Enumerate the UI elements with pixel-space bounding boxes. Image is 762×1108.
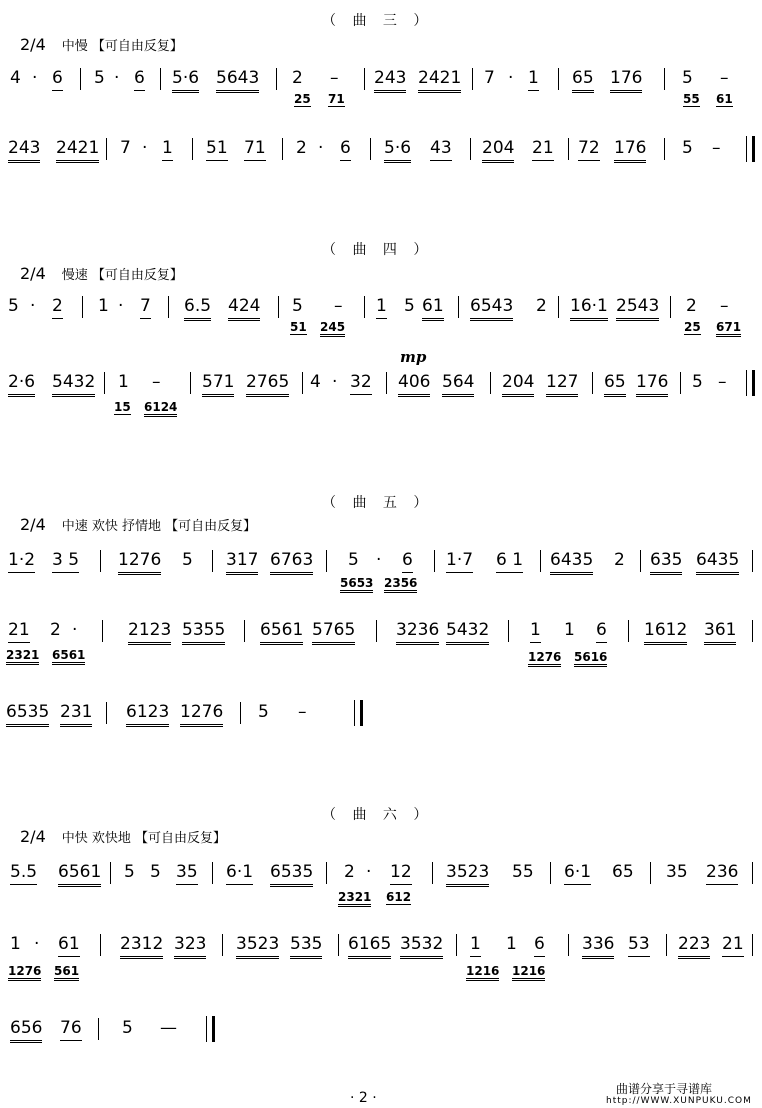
note: 1 bbox=[10, 934, 21, 954]
note: 5 bbox=[682, 138, 693, 158]
section-meta bbox=[20, 35, 183, 54]
note: 336 bbox=[582, 934, 614, 959]
barline bbox=[664, 68, 665, 90]
note: · bbox=[32, 68, 38, 88]
note: 2 bbox=[614, 550, 625, 570]
tempo-marking: 中速 欢快 抒情地 bbox=[61, 519, 162, 534]
barline bbox=[470, 138, 471, 160]
note: · bbox=[332, 372, 338, 392]
notation-row bbox=[0, 1018, 762, 1078]
barline bbox=[82, 296, 83, 318]
note: 35 bbox=[176, 862, 198, 885]
note: 7 bbox=[484, 68, 495, 88]
site-url: http://WWW.XUNPUKU.COM bbox=[606, 1096, 752, 1106]
barline bbox=[370, 138, 371, 160]
note: 3 5 bbox=[52, 550, 79, 573]
notation-row bbox=[0, 934, 762, 994]
sub-note: 1276 bbox=[528, 650, 561, 667]
note: 1 bbox=[470, 934, 481, 957]
barline bbox=[558, 68, 559, 90]
note: 6165 bbox=[348, 934, 391, 959]
sub-note: 6124 bbox=[144, 400, 177, 417]
note: 21 bbox=[8, 620, 30, 643]
note: · bbox=[508, 68, 514, 88]
note: 6 bbox=[134, 68, 145, 91]
note: 35 bbox=[666, 862, 688, 882]
note: 1·7 bbox=[446, 550, 473, 573]
note: 6561 bbox=[58, 862, 101, 887]
note: 5·6 bbox=[384, 138, 411, 163]
note: 65 bbox=[612, 862, 634, 882]
note: 2 bbox=[292, 68, 303, 88]
note: 61 bbox=[58, 934, 80, 957]
note: 5643 bbox=[216, 68, 259, 93]
barline bbox=[98, 1018, 99, 1040]
note: 361 bbox=[704, 620, 736, 645]
note: · bbox=[366, 862, 372, 882]
note: 6 bbox=[402, 550, 413, 573]
note: 5432 bbox=[52, 372, 95, 397]
section-title: （ 曲 六 ） bbox=[322, 807, 434, 823]
barline bbox=[80, 68, 81, 90]
barline bbox=[104, 372, 105, 394]
time-signature: 2/4 bbox=[20, 515, 46, 534]
note: 5355 bbox=[182, 620, 225, 645]
barline bbox=[282, 138, 283, 160]
note: 1·2 bbox=[8, 550, 35, 573]
note: 5 bbox=[124, 862, 135, 882]
note: 406 bbox=[398, 372, 430, 397]
sub-note: 1216 bbox=[512, 964, 545, 981]
barline bbox=[106, 702, 107, 724]
note: 76 bbox=[60, 1018, 82, 1041]
note: 7 bbox=[120, 138, 131, 158]
note: 127 bbox=[546, 372, 578, 397]
section-meta bbox=[20, 264, 183, 283]
barline bbox=[456, 934, 457, 956]
sub-note: 561 bbox=[54, 964, 79, 981]
barline bbox=[568, 138, 569, 160]
note: 6435 bbox=[550, 550, 593, 575]
barline bbox=[752, 934, 753, 956]
note: – bbox=[718, 372, 727, 392]
note: · bbox=[114, 68, 120, 88]
note: 635 bbox=[650, 550, 682, 575]
barline bbox=[490, 372, 491, 394]
barline bbox=[160, 68, 161, 90]
sub-note: 6561 bbox=[52, 648, 85, 665]
notation-row bbox=[0, 372, 762, 432]
note: 3523 bbox=[446, 862, 489, 887]
tempo-marking: 慢速 bbox=[61, 268, 88, 283]
sub-note: 612 bbox=[386, 890, 412, 904]
note: 6 bbox=[596, 620, 607, 643]
note: 1276 bbox=[180, 702, 223, 727]
note: 2421 bbox=[56, 138, 99, 163]
barline bbox=[100, 550, 101, 572]
sub-note: 1276 bbox=[8, 964, 41, 981]
barline bbox=[752, 862, 753, 884]
note: 2 bbox=[52, 296, 63, 319]
barline bbox=[302, 372, 303, 394]
barline bbox=[376, 620, 377, 642]
barline bbox=[192, 138, 193, 160]
notation-row bbox=[0, 296, 762, 356]
final-barline bbox=[354, 700, 363, 726]
note: 32 bbox=[350, 372, 372, 395]
note: 6 bbox=[340, 138, 351, 161]
note: 65 bbox=[604, 372, 626, 397]
sub-note: 51 bbox=[290, 320, 307, 334]
sub-note: 55 bbox=[683, 92, 700, 106]
note: 223 bbox=[678, 934, 710, 959]
barline bbox=[364, 296, 365, 318]
note: – bbox=[720, 68, 729, 88]
note: 1 bbox=[564, 620, 575, 640]
note: 5 bbox=[404, 296, 415, 316]
note: 6·1 bbox=[226, 862, 253, 885]
section-title: （ 曲 四 ） bbox=[322, 242, 434, 258]
note: – bbox=[152, 372, 161, 392]
section-meta bbox=[20, 827, 226, 846]
repeat-note: 【可自由反复】 bbox=[91, 39, 183, 54]
sub-note: 71 bbox=[328, 92, 345, 106]
note: 5 bbox=[8, 296, 19, 316]
note: 204 bbox=[482, 138, 514, 163]
barline bbox=[472, 68, 473, 90]
barline bbox=[666, 934, 667, 956]
site-credit: 曲谱分享于寻谱库 bbox=[616, 1082, 713, 1096]
note: 243 bbox=[8, 138, 40, 163]
note: 1276 bbox=[118, 550, 161, 575]
sub-note: 2321 bbox=[338, 890, 371, 907]
note: 1 bbox=[376, 296, 387, 319]
note: 3532 bbox=[400, 934, 443, 959]
final-barline bbox=[746, 370, 755, 396]
repeat-note: 【可自由反复】 bbox=[135, 831, 227, 846]
barline bbox=[326, 862, 327, 884]
note: · bbox=[30, 296, 36, 316]
sub-note: 15 bbox=[114, 400, 131, 414]
note: 323 bbox=[174, 934, 206, 959]
barline bbox=[102, 620, 103, 642]
notation-row bbox=[0, 550, 762, 610]
barline bbox=[680, 372, 681, 394]
barline bbox=[100, 934, 101, 956]
note: 4 bbox=[10, 68, 21, 88]
note: – bbox=[298, 702, 307, 722]
sub-note: 2356 bbox=[384, 576, 417, 593]
note: 3236 bbox=[396, 620, 439, 645]
barline bbox=[240, 702, 241, 724]
note: 4 bbox=[310, 372, 321, 392]
sub-note: 25 bbox=[684, 320, 701, 334]
note: 2 bbox=[344, 862, 355, 882]
note: — bbox=[160, 1018, 177, 1038]
note: 6 bbox=[534, 934, 545, 957]
note: 7 bbox=[140, 296, 151, 319]
note: 43 bbox=[430, 138, 452, 161]
sub-note: 671 bbox=[716, 320, 741, 337]
note: 564 bbox=[442, 372, 474, 397]
note: 16·1 bbox=[570, 296, 608, 321]
dynamic-marking: mp bbox=[400, 348, 427, 366]
sub-note: 25 bbox=[294, 92, 311, 106]
barline bbox=[752, 620, 753, 642]
sub-note: 1216 bbox=[466, 964, 499, 981]
note: 243 bbox=[374, 68, 406, 93]
note: 5432 bbox=[446, 620, 489, 645]
note: 6561 bbox=[260, 620, 303, 645]
notation-row bbox=[0, 68, 762, 128]
barline bbox=[640, 550, 641, 572]
note: · bbox=[118, 296, 124, 316]
note: – bbox=[330, 68, 339, 88]
barline bbox=[244, 620, 245, 642]
note: · bbox=[376, 550, 382, 570]
note: 535 bbox=[290, 934, 322, 959]
barline bbox=[278, 296, 279, 318]
note: 2·6 bbox=[8, 372, 35, 397]
note: 12 bbox=[390, 862, 412, 885]
barline bbox=[434, 550, 435, 572]
barline bbox=[222, 934, 223, 956]
note: 424 bbox=[228, 296, 260, 321]
note: 231 bbox=[60, 702, 92, 727]
barline bbox=[168, 296, 169, 318]
note: 236 bbox=[706, 862, 738, 885]
note: 5.5 bbox=[10, 862, 37, 885]
note: 5 bbox=[682, 68, 693, 88]
note: 1 bbox=[528, 68, 539, 91]
note: 176 bbox=[610, 68, 642, 93]
note: 5 bbox=[94, 68, 105, 88]
note: 21 bbox=[532, 138, 554, 161]
sub-note: 5653 bbox=[340, 576, 373, 593]
barline bbox=[670, 296, 671, 318]
section-title: （ 曲 三 ） bbox=[322, 13, 434, 29]
note: 53 bbox=[628, 934, 650, 957]
barline bbox=[276, 68, 277, 90]
note: 1 bbox=[162, 138, 173, 161]
note: 656 bbox=[10, 1018, 42, 1043]
note: 1612 bbox=[644, 620, 687, 645]
section-title: （ 曲 五 ） bbox=[322, 495, 434, 511]
barline bbox=[628, 620, 629, 642]
note: 2 bbox=[686, 296, 697, 316]
repeat-note: 【可自由反复】 bbox=[165, 519, 257, 534]
note: 6763 bbox=[270, 550, 313, 575]
note: 5 bbox=[150, 862, 161, 882]
note: 5765 bbox=[312, 620, 355, 645]
note: 2 bbox=[536, 296, 547, 316]
note: 61 bbox=[422, 296, 444, 321]
barline bbox=[364, 68, 365, 90]
time-signature: 2/4 bbox=[20, 264, 46, 283]
barline bbox=[664, 138, 665, 160]
final-barline bbox=[746, 136, 755, 162]
note: 2543 bbox=[616, 296, 659, 321]
note: 5 bbox=[348, 550, 359, 570]
note: 6543 bbox=[470, 296, 513, 321]
barline bbox=[106, 138, 107, 160]
note: – bbox=[712, 138, 721, 158]
note: 2421 bbox=[418, 68, 461, 93]
notation-row bbox=[0, 702, 762, 762]
note: – bbox=[334, 296, 343, 316]
sub-note: 2321 bbox=[6, 648, 39, 665]
note: 6·1 bbox=[564, 862, 591, 885]
barline bbox=[508, 620, 509, 642]
barline bbox=[550, 862, 551, 884]
section-meta bbox=[20, 515, 256, 534]
note: – bbox=[720, 296, 729, 316]
note: 5 bbox=[182, 550, 193, 570]
barline bbox=[752, 550, 753, 572]
note: 176 bbox=[614, 138, 646, 163]
note: 2765 bbox=[246, 372, 289, 397]
tempo-marking: 中快 欢快地 bbox=[61, 831, 131, 846]
barline bbox=[592, 372, 593, 394]
final-barline bbox=[206, 1016, 215, 1042]
barline bbox=[326, 550, 327, 572]
note: 176 bbox=[636, 372, 668, 397]
note: 5 bbox=[258, 702, 269, 722]
notation-row bbox=[0, 620, 762, 680]
sub-note: 245 bbox=[320, 320, 345, 337]
note: · bbox=[34, 934, 40, 954]
note: 5 bbox=[292, 296, 303, 316]
note: 571 bbox=[202, 372, 234, 397]
note: 6435 bbox=[696, 550, 739, 575]
note: · bbox=[72, 620, 78, 640]
time-signature: 2/4 bbox=[20, 827, 46, 846]
note: 3523 bbox=[236, 934, 279, 959]
note: 6 bbox=[52, 68, 63, 91]
note: 1 bbox=[98, 296, 109, 316]
note: · bbox=[142, 138, 148, 158]
barline bbox=[338, 934, 339, 956]
note: 51 bbox=[206, 138, 228, 161]
note: 6.5 bbox=[184, 296, 211, 321]
note: 1 bbox=[530, 620, 541, 643]
barline bbox=[432, 862, 433, 884]
note: 5 bbox=[122, 1018, 133, 1038]
note: 2 bbox=[296, 138, 307, 158]
note: 71 bbox=[244, 138, 266, 161]
note: 1 bbox=[506, 934, 517, 954]
barline bbox=[386, 372, 387, 394]
note: 6 1 bbox=[496, 550, 523, 573]
sub-note: 5616 bbox=[574, 650, 607, 667]
notation-row bbox=[0, 862, 762, 922]
note: 6535 bbox=[270, 862, 313, 887]
note: 21 bbox=[722, 934, 744, 957]
note: 55 bbox=[512, 862, 534, 882]
barline bbox=[110, 862, 111, 884]
note: 65 bbox=[572, 68, 594, 93]
note: 6535 bbox=[6, 702, 49, 727]
barline bbox=[212, 862, 213, 884]
note: 2123 bbox=[128, 620, 171, 645]
note: 5 bbox=[692, 372, 703, 392]
notation-row bbox=[0, 138, 762, 198]
barline bbox=[650, 862, 651, 884]
note: 317 bbox=[226, 550, 258, 575]
note: · bbox=[318, 138, 324, 158]
barline bbox=[540, 550, 541, 572]
time-signature: 2/4 bbox=[20, 35, 46, 54]
barline bbox=[190, 372, 191, 394]
barline bbox=[568, 934, 569, 956]
note: 1 bbox=[118, 372, 129, 392]
page-number: · 2 · bbox=[350, 1090, 377, 1106]
barline bbox=[558, 296, 559, 318]
note: 72 bbox=[578, 138, 600, 161]
tempo-marking: 中慢 bbox=[61, 39, 88, 54]
repeat-note: 【可自由反复】 bbox=[91, 268, 183, 283]
barline bbox=[458, 296, 459, 318]
barline bbox=[212, 550, 213, 572]
sub-note: 61 bbox=[716, 92, 733, 106]
note: 6123 bbox=[126, 702, 169, 727]
note: 2312 bbox=[120, 934, 163, 959]
note: 5·6 bbox=[172, 68, 199, 93]
note: 204 bbox=[502, 372, 534, 397]
note: 2 bbox=[50, 620, 61, 640]
